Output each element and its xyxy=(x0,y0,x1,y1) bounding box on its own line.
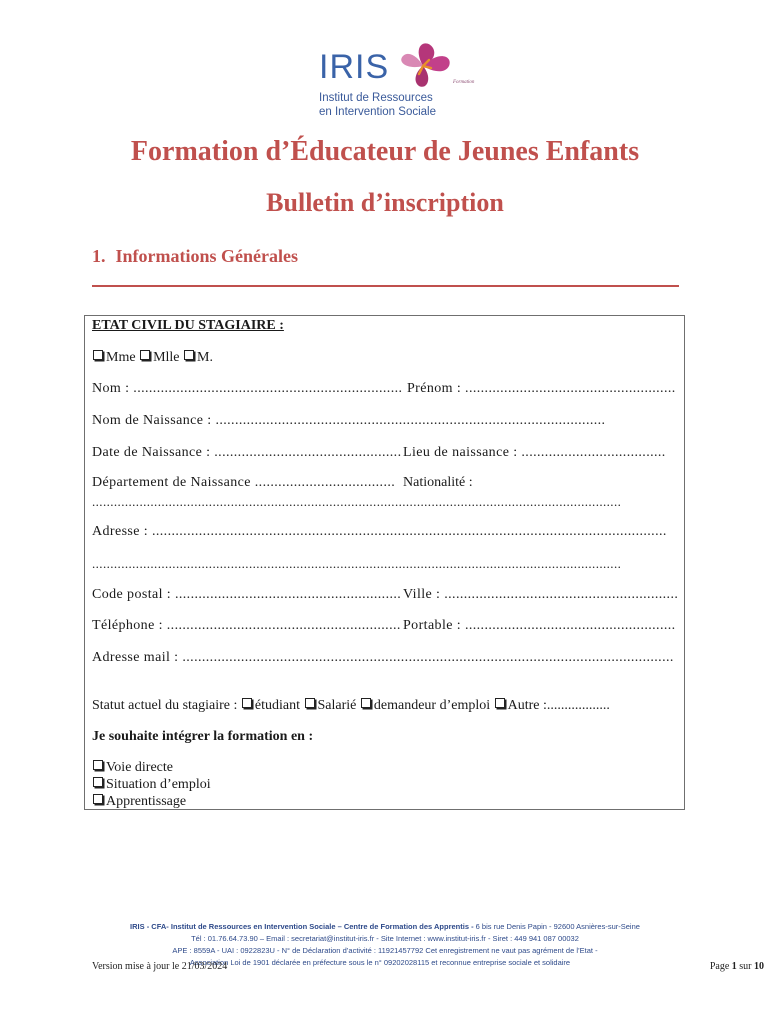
situation-emploi-label: Situation d’emploi xyxy=(106,777,211,792)
document-subtitle: Bulletin d’inscription xyxy=(266,188,504,217)
checkbox-autre[interactable] xyxy=(495,698,505,708)
civility-mlle-label: Mlle xyxy=(153,350,180,365)
civility-options xyxy=(92,350,213,366)
flower-icon xyxy=(393,40,453,90)
checkbox-apprentissage[interactable] xyxy=(93,794,103,804)
option-situation-emploi xyxy=(92,777,211,793)
footer-line-3: APE : 8559A - UAI : 0922823U - N° de Déclaration d’activité : 11921457792 Cet enregistrement ne vaut pas agrément de l’Etat - xyxy=(172,946,598,955)
telephone-field[interactable]: Téléphone : ............................................................ xyxy=(92,618,401,633)
version-date: Version mise à jour le 21/03/2024 xyxy=(92,961,228,972)
logo-line-1: Institut de Ressources xyxy=(319,92,433,104)
nom-naissance-field[interactable]: Nom de Naissance : .................................................................................................... xyxy=(92,413,606,428)
voie-directe-label: Voie directe xyxy=(106,760,173,775)
section-number: 1. xyxy=(92,246,106,266)
footer-line-2: Tél : 01.76.64.73.90 – Email : secretariat@institut-iris.fr - Site Internet : www.institut-iris.fr - Siret : 449 941 087 00032 xyxy=(191,934,579,943)
form-heading: ETAT CIVIL DU STAGIAIRE : xyxy=(92,318,284,333)
lieu-naissance-field[interactable]: Lieu de naissance : ..................................... xyxy=(403,445,666,460)
date-naissance-field[interactable]: Date de Naissance : ................................................ xyxy=(92,445,402,460)
mail-field[interactable]: Adresse mail : .............................................................................................................................. xyxy=(92,650,674,665)
adresse-field[interactable]: Adresse : .................................................................................................................................... xyxy=(92,524,667,539)
statut-row xyxy=(92,698,610,714)
statut-autre-label: Autre :.................. xyxy=(507,698,610,713)
option-apprentissage xyxy=(92,794,186,810)
portable-field[interactable]: Portable : ...................................................... xyxy=(403,618,676,633)
checkbox-salarie[interactable] xyxy=(305,698,315,708)
iris-logo xyxy=(315,40,475,122)
logo-wordmark: IRIS xyxy=(319,48,390,86)
statut-etudiant-label: étudiant xyxy=(254,698,301,713)
prenom-field[interactable]: Prénom : ...................................................... xyxy=(407,381,676,396)
checkbox-mme[interactable] xyxy=(93,350,103,360)
ville-field[interactable]: Ville : ............................................................ xyxy=(403,587,679,602)
statut-salarie-label: Salarié xyxy=(317,698,357,713)
option-voie-directe xyxy=(92,760,173,776)
footer-line-1: IRIS - CFA- Institut de Ressources en Intervention Sociale – Centre de Formation des Apprentis - 6 bis rue Denis Papin - 92600 Asnières-sur-Seine xyxy=(130,922,640,931)
section-heading xyxy=(92,246,298,267)
logo-line-2: en Intervention Sociale xyxy=(319,106,436,118)
checkbox-etudiant[interactable] xyxy=(242,698,252,708)
civility-m-label: M. xyxy=(197,350,213,365)
checkbox-mlle[interactable] xyxy=(140,350,150,360)
nationalite-label[interactable]: Nationalité : xyxy=(403,475,473,490)
checkbox-m[interactable] xyxy=(184,350,194,360)
departement-field[interactable]: Département de Naissance .................................... xyxy=(92,475,396,490)
dotted-line-2[interactable]: ................................................................................................................................................. xyxy=(92,556,622,571)
code-postal-field[interactable]: Code postal : .......................................................... xyxy=(92,587,402,602)
checkbox-demandeur[interactable] xyxy=(361,698,371,708)
checkbox-situation-emploi[interactable] xyxy=(93,777,103,787)
nom-field[interactable]: Nom : ..................................................................... xyxy=(92,381,403,396)
document-title: Formation d’Éducateur de Jeunes Enfants xyxy=(130,136,640,167)
dotted-line-1[interactable]: ................................................................................................................................................. xyxy=(92,494,622,509)
footer-line-4: Association Loi de 1901 déclarée en préfecture sous le n° 09202028115 et reconnue entreprise sociale et solidaire xyxy=(189,958,571,967)
statut-demandeur-label: demandeur d’emploi xyxy=(373,698,491,713)
civility-mme-label: Mme xyxy=(106,350,136,365)
page-number: Page 1 sur 10 xyxy=(709,961,764,972)
section-divider xyxy=(92,285,679,287)
logo-tagline: Formation xyxy=(453,80,475,85)
checkbox-voie-directe[interactable] xyxy=(93,760,103,770)
apprentissage-label: Apprentissage xyxy=(106,794,187,809)
integration-label: Je souhaite intégrer la formation en : xyxy=(92,729,314,744)
section-label: Informations Générales xyxy=(115,246,298,266)
statut-label: Statut actuel du stagiaire : xyxy=(92,698,238,713)
